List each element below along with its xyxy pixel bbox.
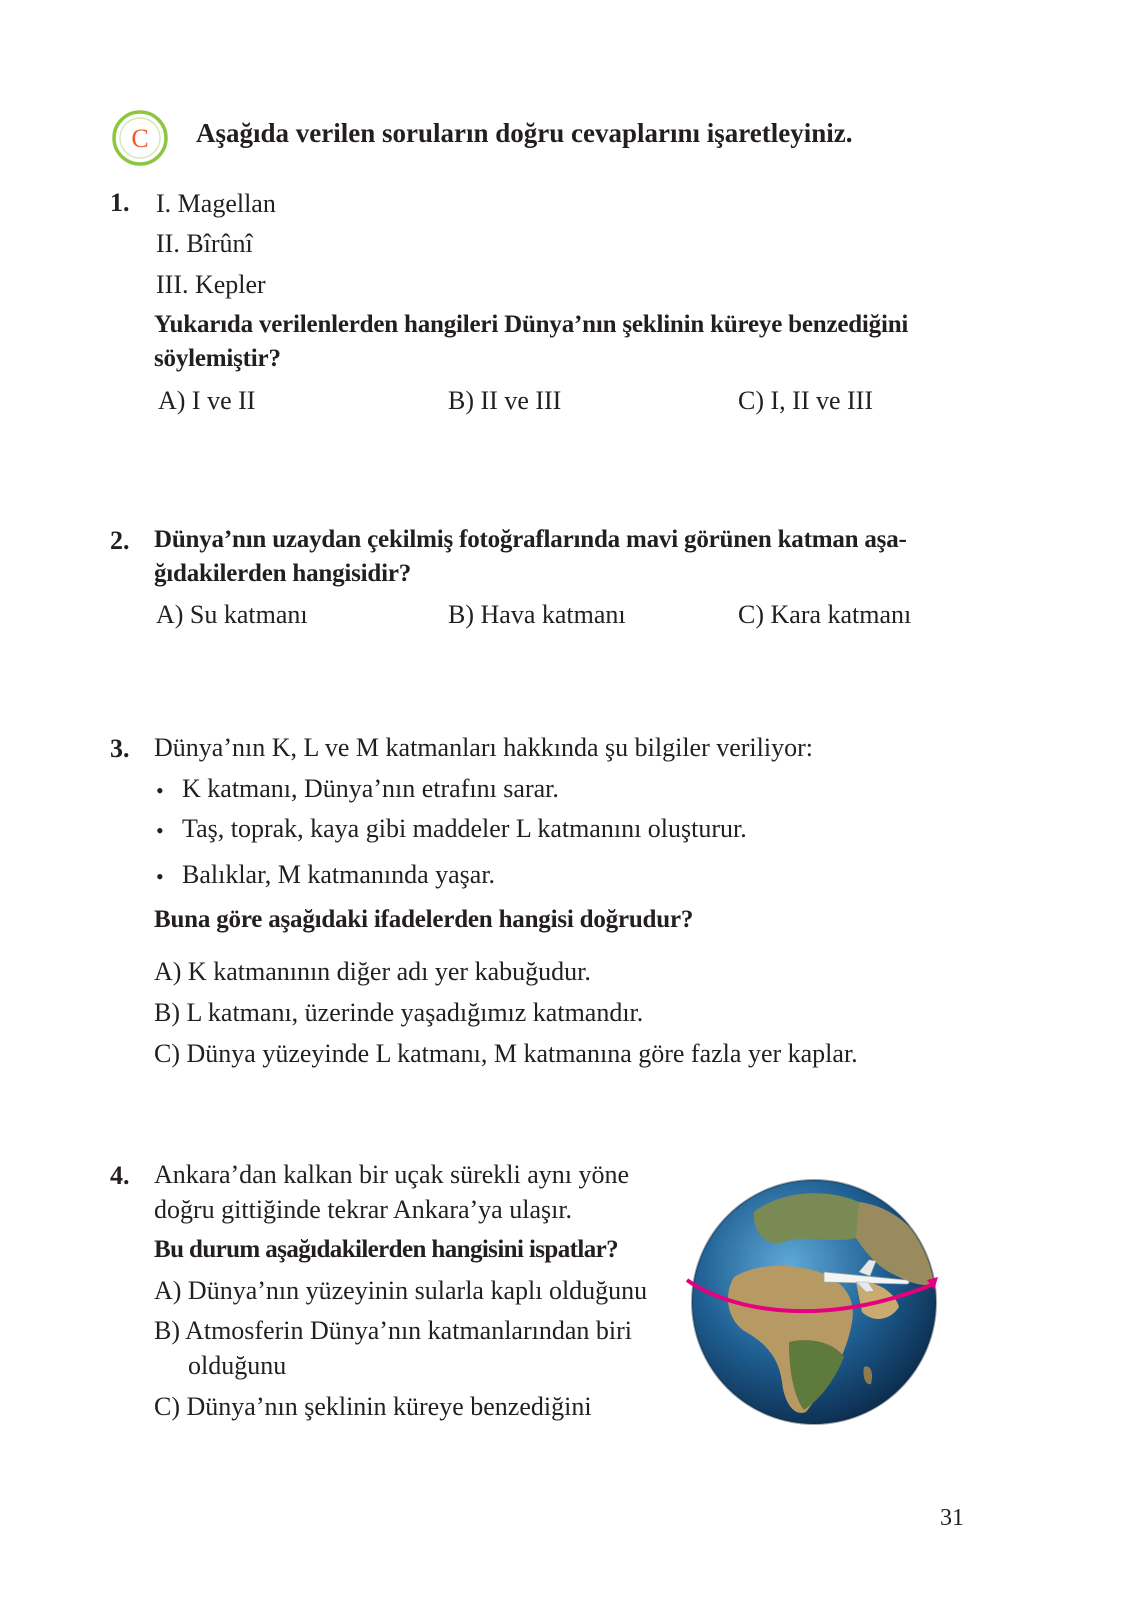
section-letter: C xyxy=(131,124,149,153)
q1-item-2: II. Bîrûnî xyxy=(156,229,253,258)
q2-prompt-line2: ğıdakilerden hangisidir? xyxy=(154,560,412,587)
q2-number: 2. xyxy=(110,526,130,555)
q1-prompt-line2: söylemiştir? xyxy=(154,345,281,372)
q1-number: 1. xyxy=(110,188,130,217)
q3-number: 3. xyxy=(110,734,130,763)
q2-option-a[interactable]: A) Su katmanı xyxy=(156,600,308,629)
q3-bullet-dot-1: • xyxy=(156,778,164,803)
q3-bullet-dot-3: • xyxy=(156,864,164,889)
q1-option-b[interactable]: B) II ve III xyxy=(448,386,562,415)
q3-bullet-1: K katmanı, Dünya’nın etrafını sarar. xyxy=(182,774,559,803)
q4-option-c[interactable]: C) Dünya’nın şeklinin küreye benzediğini xyxy=(154,1392,592,1421)
q3-bullet-3: Balıklar, M katmanında yaşar. xyxy=(182,860,496,889)
q4-option-a[interactable]: A) Dünya’nın yüzeyinin sularla kaplı olduğunu xyxy=(154,1276,648,1305)
q1-prompt-line1: Yukarıda verilenlerden hangileri Dünya’nın şeklinin küreye benzediğini xyxy=(154,311,909,338)
q1-option-c[interactable]: C) I, II ve III xyxy=(738,386,873,415)
q2-option-c[interactable]: C) Kara katmanı xyxy=(738,600,912,629)
q4-option-b[interactable]: B) Atmosferin Dünya’nın katmanlarından biri xyxy=(154,1316,633,1345)
q1-option-a[interactable]: A) I ve II xyxy=(158,386,256,415)
page-number: 31 xyxy=(940,1505,964,1531)
q4-prompt: Bu durum aşağıdakilerden hangisini ispatlar? xyxy=(154,1236,619,1263)
q2-option-b[interactable]: B) Hava katmanı xyxy=(448,600,626,629)
q2-prompt-line1: Dünya’nın uzaydan çekilmiş fotoğraflarında mavi görünen katman aşa- xyxy=(154,526,907,553)
q3-prompt: Buna göre aşağıdaki ifadelerden hangisi doğrudur? xyxy=(154,906,694,933)
q3-option-a[interactable]: A) K katmanının diğer adı yer kabuğudur. xyxy=(154,957,591,986)
earth-globe-illustration xyxy=(684,1172,944,1432)
q4-intro-line1: Ankara’dan kalkan bir uçak sürekli aynı yöne xyxy=(154,1160,630,1189)
q1-item-3: III. Kepler xyxy=(156,270,266,299)
q4-intro-line2: doğru gittiğinde tekrar Ankara’ya ulaşır. xyxy=(154,1195,573,1224)
q1-item-1: I. Magellan xyxy=(156,189,276,218)
q3-intro: Dünya’nın K, L ve M katmanları hakkında şu bilgiler veriliyor: xyxy=(154,733,813,762)
q4-number: 4. xyxy=(110,1161,130,1190)
q3-bullet-2: Taş, toprak, kaya gibi maddeler L katmanını oluşturur. xyxy=(182,814,747,843)
q3-option-c[interactable]: C) Dünya yüzeyinde L katmanı, M katmanına göre fazla yer kaplar. xyxy=(154,1039,858,1068)
section-c-badge xyxy=(112,110,168,166)
q3-option-b[interactable]: B) L katmanı, üzerinde yaşadığımız katmandır. xyxy=(154,998,644,1027)
section-title: Aşağıda verilen soruların doğru cevaplarını işaretleyiniz. xyxy=(196,118,853,148)
q4-option-b-continued[interactable]: olduğunu xyxy=(188,1351,287,1380)
q3-bullet-dot-2: • xyxy=(156,818,164,843)
